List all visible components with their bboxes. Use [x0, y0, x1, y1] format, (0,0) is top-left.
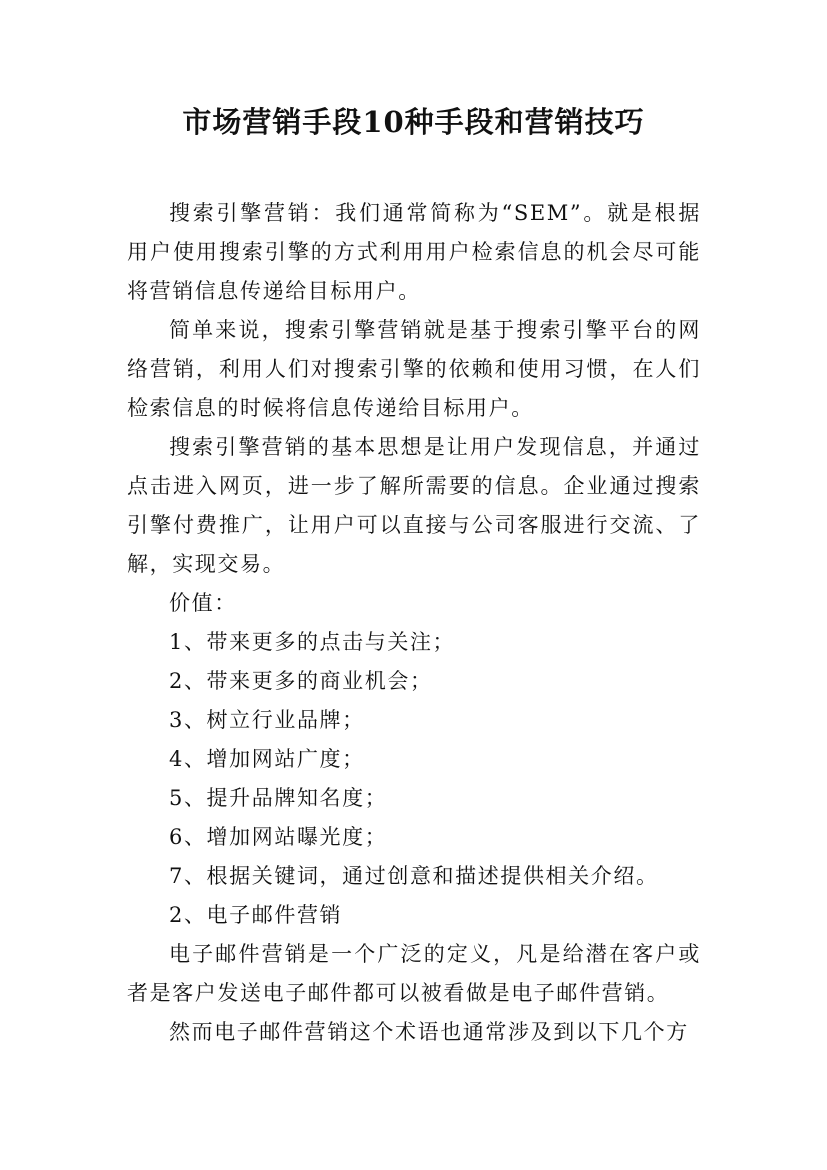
paragraph-value-heading: 价值：	[169, 591, 237, 615]
list-item: 4、增加网站广度；	[169, 747, 365, 771]
document-body	[127, 194, 701, 1052]
list-item: 5、提升品牌知名度；	[169, 786, 388, 810]
paragraph-email-continued: 然而电子邮件营销这个术语也通常涉及到以下几个方	[169, 1020, 689, 1044]
document-title: 市场营销手段10种手段和营销技巧	[182, 105, 645, 139]
list-item: 2、带来更多的商业机会；	[169, 669, 433, 693]
section-heading-email-marketing: 2、电子邮件营销	[169, 903, 343, 927]
paragraph-email-definition: 电子邮件营销是一个广泛的定义，凡是给潜在客户或者是客户发送电子邮件都可以被看做是电子邮件营销。	[127, 942, 701, 1005]
list-item: 6、增加网站曝光度；	[169, 825, 388, 849]
list-item: 1、带来更多的点击与关注；	[169, 630, 456, 654]
list-item: 3、树立行业品牌；	[169, 708, 365, 732]
list-item: 7、根据关键词，通过创意和描述提供相关介绍。	[169, 864, 659, 888]
paragraph-sem-summary: 简单来说，搜索引擎营销就是基于搜索引擎平台的网络营销，利用人们对搜索引擎的依赖和使用习惯，在人们检索信息的时候将信息传递给目标用户。	[127, 318, 701, 420]
paragraph-sem-definition: 搜索引擎营销：我们通常简称为“SEM”。就是根据用户使用搜索引擎的方式利用用户检索信息的机会尽可能将营销信息传递给目标用户。	[127, 201, 701, 303]
paragraph-sem-idea: 搜索引擎营销的基本思想是让用户发现信息，并通过点击进入网页，进一步了解所需要的信息。企业通过搜索引擎付费推广，让用户可以直接与公司客服进行交流、了解，实现交易。	[127, 435, 701, 576]
